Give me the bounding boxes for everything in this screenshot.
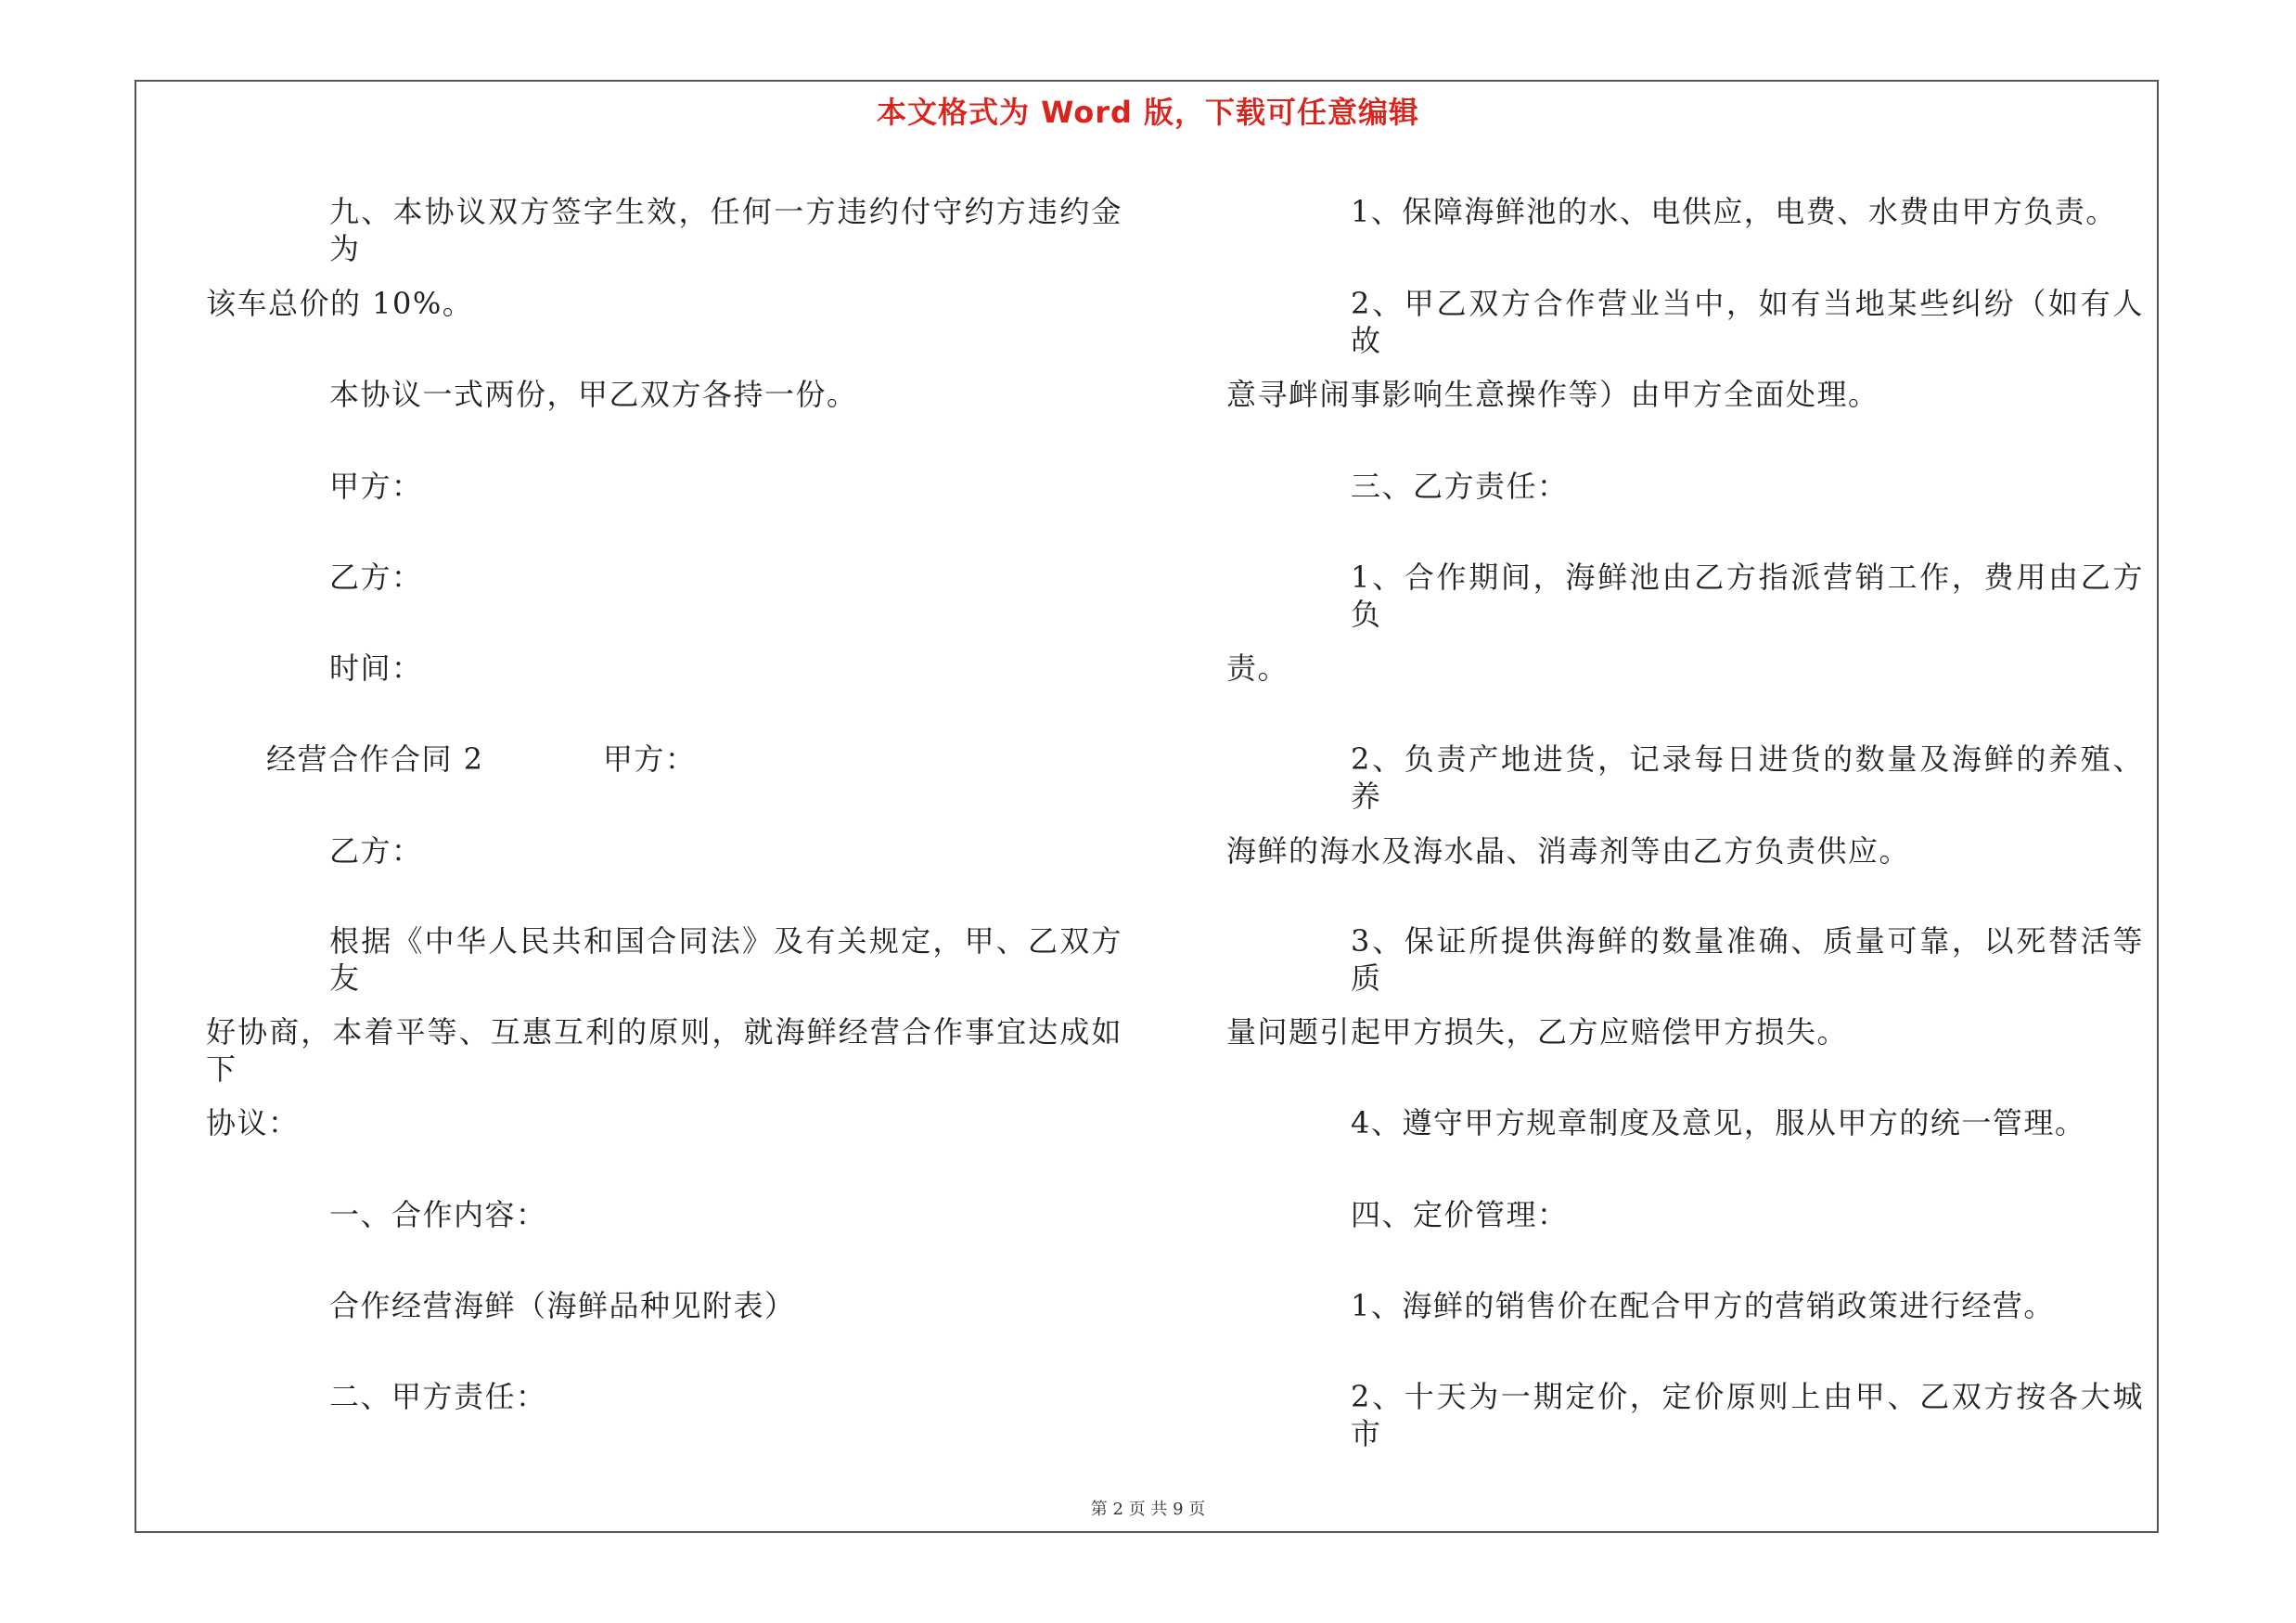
left-line-5: 乙方： [329,560,423,595]
right-line-8: 海鲜的海水及海水晶、消毒剂等由乙方负责供应。 [1226,833,1911,869]
right-line-9: 3、保证所提供海鲜的数量准确、质量可靠，以死替活等质 [1351,923,2144,996]
left-line-13: 合作经营海鲜（海鲜品种见附表） [329,1288,796,1323]
left-line-12: 一、合作内容： [329,1197,547,1232]
left-line-1: 九、本协议双方签字生效，任何一方违约付守约方违约金为 [329,194,1122,266]
right-line-6: 责。 [1226,650,1289,686]
left-line-4: 甲方： [329,469,423,504]
left-line-10: 好协商，本着平等、互惠互利的原则，就海鲜经营合作事宜达成如下 [206,1014,1122,1087]
right-line-2: 2、甲乙双方合作营业当中，如有当地某些纠纷（如有人故 [1351,286,2144,358]
right-line-7: 2、负责产地进货，记录每日进货的数量及海鲜的养殖、养 [1351,741,2144,814]
format-notice-banner: 本文格式为 Word 版，下载可任意编辑 [876,95,1420,130]
right-line-3: 意寻衅闹事影响生意操作等）由甲方全面处理。 [1226,377,1879,412]
left-line-9: 根据《中华人民共和国合同法》及有关规定，甲、乙双方友 [329,923,1122,996]
right-line-11: 4、遵守甲方规章制度及意见，服从甲方的统一管理。 [1351,1105,2086,1140]
left-line-3: 本协议一式两份，甲乙双方各持一份。 [329,377,858,412]
left-line-11: 协议： [206,1105,300,1140]
right-line-1: 1、保障海鲜池的水、电供应，电费、水费由甲方负责。 [1351,194,2117,229]
contract-title: 经营合作合同 2 [266,741,484,777]
page-number: 第 2 页 共 9 页 [1090,1500,1206,1519]
left-line-7b: 甲方： [603,741,697,777]
right-line-4: 三、乙方责任： [1351,469,1569,504]
left-line-14: 二、甲方责任： [329,1379,547,1414]
left-line-8: 乙方： [329,833,423,869]
right-line-10: 量问题引起甲方损失，乙方应赔偿甲方损失。 [1226,1014,1849,1050]
right-line-14: 2、十天为一期定价，定价原则上由甲、乙双方按各大城市 [1351,1379,2144,1451]
right-line-13: 1、海鲜的销售价在配合甲方的营销政策进行经营。 [1351,1288,2055,1323]
left-line-6: 时间： [329,650,423,686]
left-line-2: 该车总价的 10%。 [206,286,474,321]
right-line-12: 四、定价管理： [1351,1197,1569,1232]
right-line-5: 1、合作期间，海鲜池由乙方指派营销工作，费用由乙方负 [1351,560,2144,632]
